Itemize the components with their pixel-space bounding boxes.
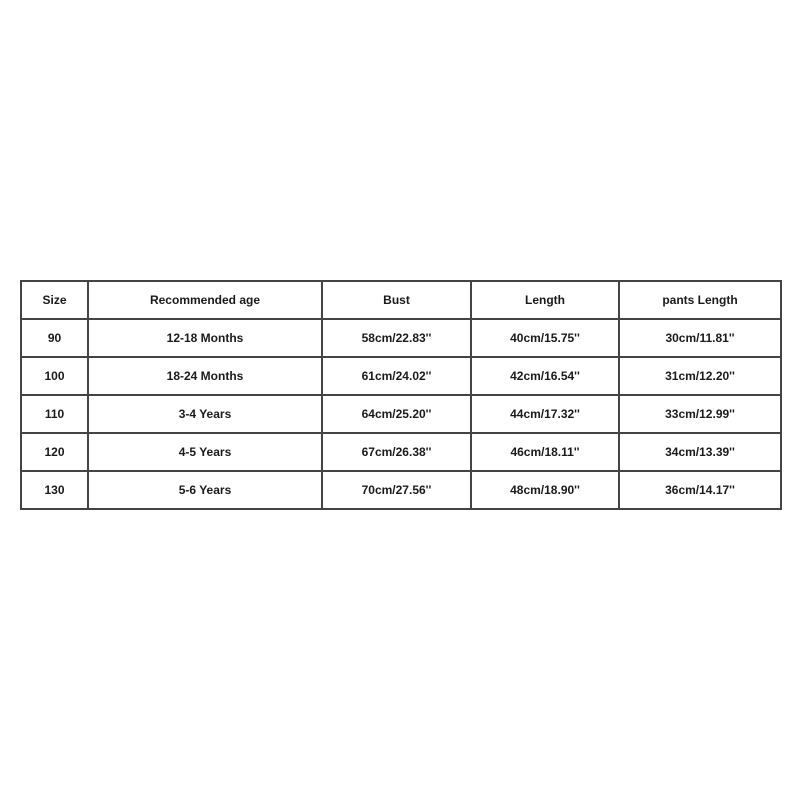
table-row [21,433,781,471]
cell-recommended-age: 18-24 Months [88,357,322,395]
cell-pants-length: 30cm/11.81'' [619,319,781,357]
cell-length: 42cm/16.54'' [471,357,619,395]
header-row [21,281,781,319]
table-row [21,471,781,509]
cell-bust: 70cm/27.56'' [322,471,471,509]
header-recommended-age: Recommended age [88,281,322,319]
header-bust: Bust [322,281,471,319]
cell-pants-length: 36cm/14.17'' [619,471,781,509]
size-chart-table [20,280,782,510]
cell-pants-length: 34cm/13.39'' [619,433,781,471]
header-length: Length [471,281,619,319]
cell-size: 130 [21,471,88,509]
cell-size: 100 [21,357,88,395]
cell-pants-length: 31cm/12.20'' [619,357,781,395]
cell-length: 48cm/18.90'' [471,471,619,509]
cell-recommended-age: 12-18 Months [88,319,322,357]
header-size: Size [21,281,88,319]
cell-bust: 61cm/24.02'' [322,357,471,395]
cell-length: 46cm/18.11'' [471,433,619,471]
cell-size: 90 [21,319,88,357]
cell-bust: 64cm/25.20'' [322,395,471,433]
cell-bust: 67cm/26.38'' [322,433,471,471]
cell-length: 40cm/15.75'' [471,319,619,357]
table-row [21,319,781,357]
header-pants-length: pants Length [619,281,781,319]
table-row [21,357,781,395]
cell-recommended-age: 4-5 Years [88,433,322,471]
cell-bust: 58cm/22.83'' [322,319,471,357]
cell-size: 110 [21,395,88,433]
cell-recommended-age: 3-4 Years [88,395,322,433]
table-row [21,395,781,433]
cell-recommended-age: 5-6 Years [88,471,322,509]
cell-size: 120 [21,433,88,471]
cell-length: 44cm/17.32'' [471,395,619,433]
cell-pants-length: 33cm/12.99'' [619,395,781,433]
